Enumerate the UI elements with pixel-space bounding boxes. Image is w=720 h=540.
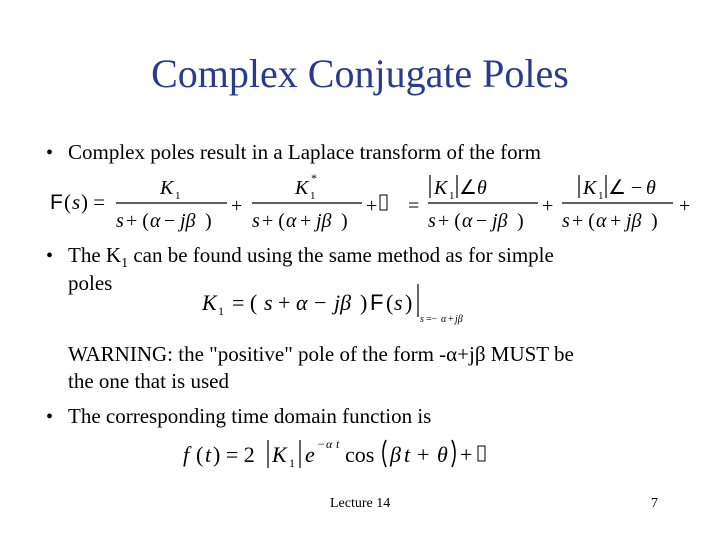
svg-text:α: α <box>462 210 473 232</box>
svg-text:s: s <box>420 314 424 325</box>
svg-text:+ (: + ( <box>262 210 285 232</box>
svg-text:+: + <box>679 195 691 217</box>
svg-text:(: ( <box>196 442 204 467</box>
svg-text:K: K <box>434 177 448 199</box>
svg-text:): ) <box>205 210 212 232</box>
svg-text:=−: =− <box>426 314 438 325</box>
svg-text:s: s <box>428 210 436 232</box>
svg-text:s: s <box>252 210 260 232</box>
svg-text:−: − <box>318 437 325 451</box>
svg-text:+: + <box>278 290 291 315</box>
svg-text:1: 1 <box>175 190 181 202</box>
bullet-text-3: The corresponding time domain function is <box>68 404 432 428</box>
svg-text:t: t <box>336 437 340 451</box>
bullet-marker: • <box>46 245 54 267</box>
svg-text:K: K <box>202 290 217 315</box>
svg-text:+: + <box>366 195 378 217</box>
svg-text:−: − <box>164 210 176 232</box>
svg-text:+ (: + ( <box>572 210 595 232</box>
bullet-marker: • <box>46 142 54 164</box>
svg-text:s: s <box>72 190 81 214</box>
svg-text:F: F <box>370 290 384 315</box>
svg-text:K: K <box>295 177 309 199</box>
svg-text:+: + <box>542 195 554 217</box>
bullet-marker: • <box>46 406 54 428</box>
footer-page-number: 7 <box>651 496 658 511</box>
warning-text: WARNING: the "positive" pole of the form -α+jβ MUST be <box>68 342 574 366</box>
svg-text:=: = <box>408 195 420 217</box>
laplace-form-equation <box>50 171 690 232</box>
svg-text:t: t <box>404 442 411 467</box>
svg-text:1: 1 <box>598 190 604 202</box>
svg-text:1: 1 <box>289 456 295 470</box>
svg-text:+: + <box>460 442 473 467</box>
svg-text:s: s <box>116 210 124 232</box>
svg-text:β: β <box>390 442 401 467</box>
svg-text:∠ −: ∠ − <box>608 177 643 199</box>
svg-text:): ) <box>517 210 524 232</box>
svg-text:s: s <box>394 290 403 315</box>
svg-text:∠: ∠ <box>459 177 477 199</box>
bullet-text-2-cont: poles <box>68 271 113 295</box>
time-domain-equation <box>183 437 485 470</box>
bullet-text-1: Complex poles result in a Laplace transform of the form <box>68 140 541 164</box>
svg-text:+: + <box>448 314 454 325</box>
svg-text:1: 1 <box>218 304 224 318</box>
svg-text:+: + <box>300 210 312 232</box>
svg-text:+: + <box>610 210 622 232</box>
svg-text:+: + <box>417 442 430 467</box>
svg-text:α: α <box>296 290 308 315</box>
residue-equation <box>201 284 463 325</box>
svg-text:K: K <box>160 177 174 199</box>
svg-text:α: α <box>326 437 333 451</box>
svg-text:jβ: jβ <box>455 314 463 325</box>
svg-text:K: K <box>583 177 597 199</box>
svg-text:K: K <box>272 442 287 467</box>
svg-text:1: 1 <box>449 190 455 202</box>
svg-text:α: α <box>286 210 297 232</box>
subscript: 1 <box>121 256 129 272</box>
svg-text:) =: ) = <box>81 190 106 214</box>
svg-text:): ) <box>651 210 658 232</box>
svg-text:θ: θ <box>646 177 656 199</box>
svg-text:−: − <box>476 210 488 232</box>
svg-text:α: α <box>441 314 447 325</box>
svg-text:α: α <box>150 210 161 232</box>
svg-text:+ (: + ( <box>438 210 461 232</box>
bullet-text-2-post: can be found using the same method as for simple <box>128 243 554 267</box>
svg-text:θ: θ <box>477 177 487 199</box>
svg-text:cos: cos <box>345 442 375 467</box>
svg-text:t: t <box>205 442 212 467</box>
svg-text:*: * <box>311 171 317 185</box>
svg-text:+ (: + ( <box>126 210 149 232</box>
slide-title: Complex Conjugate Poles <box>151 51 569 96</box>
svg-text:e: e <box>305 442 315 467</box>
svg-text:F: F <box>50 191 63 214</box>
svg-text:1: 1 <box>310 190 316 202</box>
svg-text:−: − <box>314 290 327 315</box>
bullet-text-2-pre: The K <box>68 243 122 267</box>
svg-text:θ: θ <box>437 442 448 467</box>
svg-text:+: + <box>231 195 243 217</box>
svg-text:): ) <box>341 210 348 232</box>
svg-text:jβ: jβ <box>316 210 332 232</box>
svg-text:jβ: jβ <box>334 290 352 315</box>
footer-lecture: Lecture 14 <box>330 496 391 511</box>
warning-text-cont: the one that is used <box>68 369 229 393</box>
svg-text:= (: = ( <box>232 290 258 315</box>
svg-text:(: ( <box>386 290 394 315</box>
svg-text:) = 2: ) = 2 <box>213 442 255 467</box>
svg-text:): ) <box>405 290 413 315</box>
svg-text:s: s <box>562 210 570 232</box>
svg-text:s: s <box>264 290 273 315</box>
svg-text:jβ: jβ <box>626 210 642 232</box>
svg-text:(: ( <box>64 190 71 214</box>
svg-text:jβ: jβ <box>180 210 196 232</box>
svg-text:): ) <box>360 290 368 315</box>
svg-text:jβ: jβ <box>492 210 508 232</box>
svg-text:α: α <box>596 210 607 232</box>
svg-text:f: f <box>183 442 190 467</box>
